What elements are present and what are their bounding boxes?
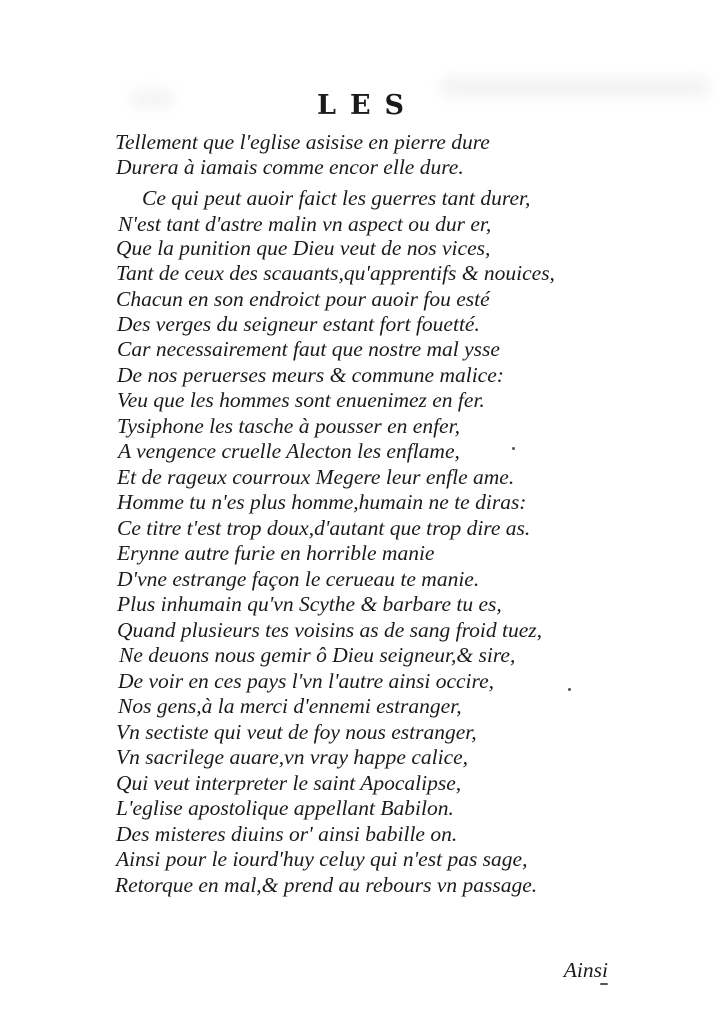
- verse-line: Retorque en mal,& prend au rebours vn passage.: [115, 873, 538, 897]
- verse-line: Que la punition que Dieu veut de nos vices,: [116, 236, 491, 260]
- verse-line: Ainsi pour le iourd'huy celuy qui n'est pas sage,: [116, 847, 528, 871]
- catchword: Ainsi: [563, 958, 608, 982]
- verse-line: Ce qui peut auoir faict les guerres tant durer,: [142, 186, 531, 210]
- verse-line: Chacun en son endroict pour auoir fou esté: [116, 287, 490, 311]
- verse-line: Ne deuons nous gemir ô Dieu seigneur,& sire,: [119, 643, 516, 667]
- verse-line: D'vne estrange façon le cerueau te manie.: [117, 567, 480, 591]
- verse-line: Homme tu n'es plus homme,humain ne te diras:: [117, 490, 527, 514]
- verse-line: Nos gens,à la merci d'ennemi estranger,: [118, 694, 462, 718]
- verse-line: Tellement que l'eglise asisise en pierre dure: [115, 130, 490, 154]
- verse-line: Veu que les hommes sont enuenimez en fer.: [117, 388, 485, 412]
- verse-line: Et de rageux courroux Megere leur enfle ame.: [117, 465, 515, 489]
- verse-line: Tysiphone les tasche à pousser en enfer,: [117, 414, 460, 438]
- verse-line: Durera à iamais comme encor elle dure.: [116, 155, 464, 179]
- ink-speck: [568, 688, 571, 691]
- verse-line: Tant de ceux des scauants,qu'apprentifs & nouices,: [116, 261, 555, 285]
- verse-line: Plus inhumain qu'vn Scythe & barbare tu es,: [117, 592, 502, 616]
- verse-line: Des misteres diuins or' ainsi babille on.: [116, 822, 458, 846]
- verse-line: N'est tant d'astre malin vn aspect ou dur er,: [118, 212, 492, 236]
- ink-speck: [600, 983, 608, 985]
- verse-line: Qui veut interpreter le saint Apocalipse,: [116, 771, 462, 795]
- verse-line: Des verges du seigneur estant fort fouetté.: [117, 312, 480, 336]
- verse-line: De voir en ces pays l'vn l'autre ainsi occire,: [118, 669, 494, 693]
- verse-line: Vn sacrilege auare,vn vray happe calice,: [116, 745, 469, 769]
- verse-line: Vn sectiste qui veut de foy nous estranger,: [116, 720, 477, 744]
- running-head: LES: [316, 90, 419, 121]
- verse-line: Quand plusieurs tes voisins as de sang froid tuez,: [117, 618, 543, 642]
- ink-speck: [512, 447, 515, 450]
- verse-line: De nos peruerses meurs & commune malice:: [117, 363, 504, 387]
- verse-line: A vengence cruelle Alecton les enflame,: [118, 439, 460, 463]
- verse-line: Car necessairement faut que nostre mal ysse: [117, 337, 500, 361]
- verse-line: Erynne autre furie en horrible manie: [117, 541, 435, 565]
- verse-line: Ce titre t'est trop doux,d'autant que trop dire as.: [117, 516, 531, 540]
- verse-line: L'eglise apostolique appellant Babilon.: [116, 796, 454, 820]
